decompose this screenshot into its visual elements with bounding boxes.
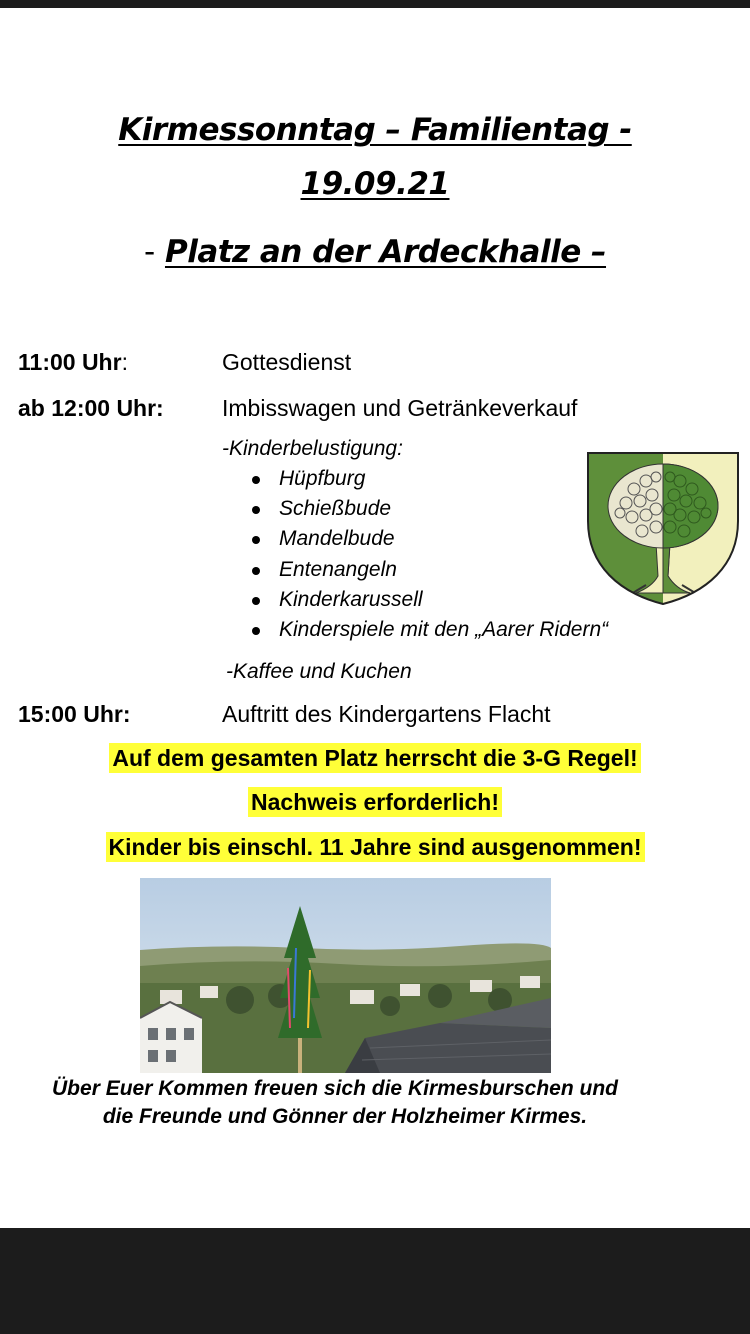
- document-page: [0, 8, 750, 1228]
- title-line-1: Kirmessonntag – Familientag -: [118, 112, 632, 148]
- kinder-heading: -Kinderbelustigung:: [222, 437, 403, 460]
- list-item: Mandelbude: [248, 524, 608, 554]
- footer-line-2: die Freunde und Gönner der Holzheimer Kirmes.: [102, 1105, 588, 1128]
- schedule-description-3: Auftritt des Kindergartens Flacht: [222, 701, 551, 727]
- title-location: - Platz an der Ardeckhalle –: [143, 234, 607, 270]
- schedule-time-3: 15:00 Uhr:: [18, 701, 131, 727]
- list-item: Hüpfburg: [248, 464, 608, 494]
- schedule-description-1: Gottesdienst: [222, 349, 352, 375]
- coat-of-arms-icon: [586, 451, 740, 606]
- kaffee-text: -Kaffee und Kuchen: [226, 660, 412, 683]
- footer-line-1: Über Euer Kommen freuen sich die Kirmesburschen und: [52, 1077, 618, 1100]
- title-date: 19.09.21: [300, 166, 450, 202]
- schedule-time-2: ab 12:00 Uhr:: [18, 395, 164, 421]
- notice-children-exempt: Kinder bis einschl. 11 Jahre sind ausgenommen!: [0, 834, 750, 861]
- list-item: Kinderspiele mit den „Aarer Ridern“: [248, 615, 608, 645]
- list-item: Entenangeln: [248, 555, 608, 585]
- village-photo: [140, 878, 551, 1073]
- notice-3g-rule: Auf dem gesamten Platz herrscht die 3-G Regel!: [0, 745, 750, 772]
- status-bar: [0, 0, 750, 8]
- kinder-list: [248, 464, 608, 645]
- bottom-bar: [0, 1228, 750, 1334]
- schedule-description-2: Imbisswagen und Getränkeverkauf: [222, 395, 578, 421]
- list-item: Kinderkarussell: [248, 585, 608, 615]
- notice-proof-required: Nachweis erforderlich!: [0, 789, 750, 816]
- list-item: Schießbude: [248, 494, 608, 524]
- schedule-time-1: 11:00 Uhr:: [18, 349, 128, 375]
